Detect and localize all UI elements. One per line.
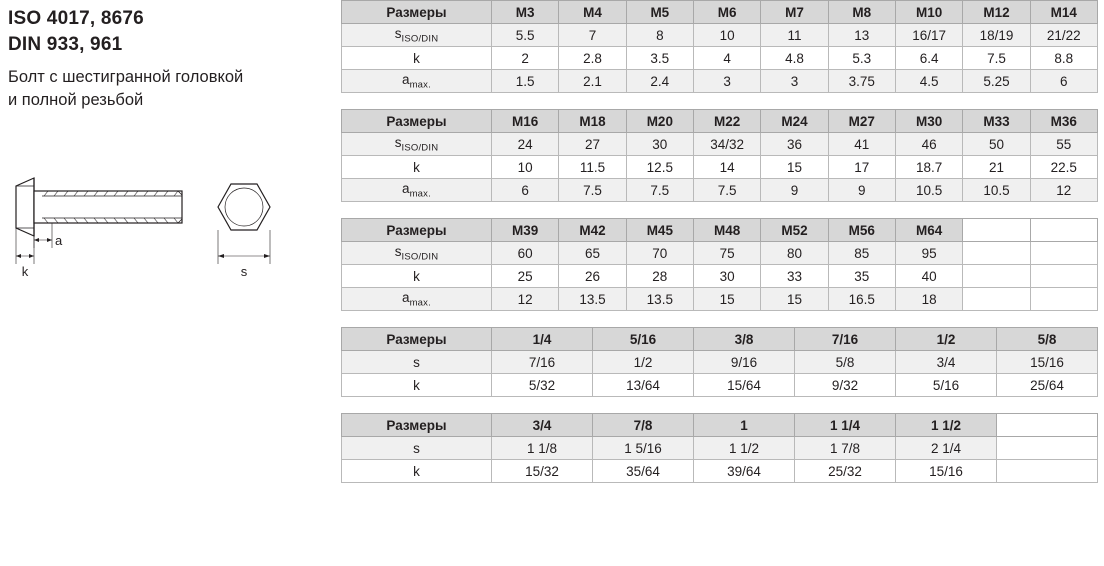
table-cell: 15 [693,288,760,311]
table-header-label: Размеры [342,328,492,351]
dimension-label-s: s [240,264,248,279]
table-header-size: M30 [895,110,962,133]
standard-line-1: ISO 4017, 8676 [8,8,144,29]
table-row [342,374,1098,397]
table-cell: 15 [761,288,828,311]
table-header-size [963,219,1030,242]
table-cell: 18 [895,288,962,311]
table-cell: 39/64 [694,460,795,483]
table-cell: 5/16 [896,374,997,397]
table-cell: 18.7 [895,156,962,179]
table-header-label: Размеры [342,110,492,133]
table-cell: 9 [761,179,828,202]
table-cell: 28 [626,265,693,288]
table-header-row [342,328,1098,351]
table-header-row [342,1,1098,24]
table-header-size: 5/8 [997,328,1098,351]
table-header-row [342,219,1098,242]
table-cell: 1 1/2 [694,437,795,460]
table-header-size: M56 [828,219,895,242]
table-header-size: M39 [492,219,559,242]
table-header-size: M5 [626,1,693,24]
table-cell: 4.8 [761,47,828,70]
table-cell: 95 [895,242,962,265]
table-cell: 15/32 [492,460,593,483]
table-cell: 85 [828,242,895,265]
table-cell [997,460,1098,483]
row-label: s [342,351,492,374]
table-cell: 36 [761,133,828,156]
table-cell: 17 [828,156,895,179]
table-row [342,265,1098,288]
dimension-table [341,109,1098,202]
table-header-size: M12 [963,1,1030,24]
table-cell: 5.3 [828,47,895,70]
table-cell: 3 [761,70,828,93]
table-row [342,24,1098,47]
table-cell: 3.5 [626,47,693,70]
table-cell: 70 [626,242,693,265]
dimension-label-k: k [21,264,29,279]
table-cell: 3.75 [828,70,895,93]
table-header-size: 3/4 [492,414,593,437]
table-cell: 33 [761,265,828,288]
table-header-size: M42 [559,219,626,242]
table-cell: 46 [895,133,962,156]
table-header-size: M10 [895,1,962,24]
table-cell: 27 [559,133,626,156]
table-cell [997,437,1098,460]
table-cell: 21/22 [1030,24,1097,47]
table-header-label: Размеры [342,1,492,24]
table-row [342,242,1098,265]
table-cell: 41 [828,133,895,156]
table-cell: 60 [492,242,559,265]
table-header-size: 1 1/4 [795,414,896,437]
table-cell: 9/32 [795,374,896,397]
dimension-label-a: a [55,233,63,248]
table-header-size: M45 [626,219,693,242]
standard-line-2: DIN 933, 961 [8,34,123,55]
row-label: k [342,265,492,288]
row-label: $a_{max.}$ [342,288,492,311]
table-header-size: M3 [492,1,559,24]
table-row [342,351,1098,374]
table-header-size: M14 [1030,1,1097,24]
table-cell: 35/64 [593,460,694,483]
table-cell: 55 [1030,133,1097,156]
table-cell [1030,265,1097,288]
table-cell: 5.25 [963,70,1030,93]
table-header-size: M27 [828,110,895,133]
table-cell: 3 [693,70,760,93]
table-cell: 50 [963,133,1030,156]
table-header-size: M52 [761,219,828,242]
table-header-row [342,110,1098,133]
table-row [342,460,1098,483]
table-cell: 8 [626,24,693,47]
table-cell: 1/2 [593,351,694,374]
table-cell: 2.8 [559,47,626,70]
dimension-table [341,0,1098,93]
table-header-size [1030,219,1097,242]
row-label: k [342,460,492,483]
bolt-technical-drawing [8,166,338,296]
table-cell: 10 [492,156,559,179]
table-row [342,437,1098,460]
row-label: $a_{max.}$ [342,179,492,202]
table-cell: 16/17 [895,24,962,47]
row-label: k [342,47,492,70]
table-header-size: 5/16 [593,328,694,351]
table-header-size: 7/8 [593,414,694,437]
table-header-size: M8 [828,1,895,24]
table-cell: 15 [761,156,828,179]
table-header-size: M48 [693,219,760,242]
table-cell: 4 [693,47,760,70]
dimension-table [341,218,1098,311]
table-cell [963,265,1030,288]
bolt-drawing-svg [8,166,338,296]
table-cell: 10.5 [963,179,1030,202]
table-header-size: M18 [559,110,626,133]
table-header-size: M33 [963,110,1030,133]
table-cell: 6 [492,179,559,202]
table-cell: 75 [693,242,760,265]
dimension-table [341,413,1098,483]
table-cell: 18/19 [963,24,1030,47]
table-cell: 1 7/8 [795,437,896,460]
table-cell: 12 [492,288,559,311]
table-header-size: 3/8 [694,328,795,351]
table-cell: 34/32 [693,133,760,156]
table-cell: 2.1 [559,70,626,93]
row-label: $a_{max.}$ [342,70,492,93]
table-header-size: M64 [895,219,962,242]
table-header-size: M36 [1030,110,1097,133]
table-header-size: M4 [559,1,626,24]
table-cell: 5/8 [795,351,896,374]
table-cell: 16.5 [828,288,895,311]
table-header-label: Размеры [342,219,492,242]
table-cell: 13/64 [593,374,694,397]
table-cell: 25 [492,265,559,288]
table-cell: 6 [1030,70,1097,93]
table-cell: 30 [626,133,693,156]
table-cell: 9/16 [694,351,795,374]
table-header-size: 7/16 [795,328,896,351]
table-cell: 15/16 [997,351,1098,374]
table-cell: 2 1/4 [896,437,997,460]
dimension-tables [341,0,1101,499]
table-row [342,47,1098,70]
table-cell: 3/4 [896,351,997,374]
table-row [342,288,1098,311]
table-cell: 24 [492,133,559,156]
row-label: k [342,374,492,397]
table-cell: 25/64 [997,374,1098,397]
table-cell: 5.5 [492,24,559,47]
description-line-2: и полной резьбой [8,91,144,109]
table-cell: 13 [828,24,895,47]
table-cell: 12.5 [626,156,693,179]
table-cell: 4.5 [895,70,962,93]
table-cell [963,242,1030,265]
row-label: k [342,156,492,179]
table-cell: 15/64 [694,374,795,397]
dimension-table [341,327,1098,397]
table-header-size: 1 1/2 [896,414,997,437]
table-cell: 1.5 [492,70,559,93]
table-cell: 7 [559,24,626,47]
table-cell: 1 5/16 [593,437,694,460]
table-cell: 2.4 [626,70,693,93]
table-header-size: M16 [492,110,559,133]
table-cell: 9 [828,179,895,202]
table-header-size: M20 [626,110,693,133]
table-cell: 6.4 [895,47,962,70]
table-cell: 13.5 [559,288,626,311]
table-header-size [997,414,1098,437]
table-cell: 14 [693,156,760,179]
description-line-1: Болт с шестигранной головкой [8,68,244,86]
product-description [8,66,338,112]
table-cell [1030,242,1097,265]
table-header-size: 1/2 [896,328,997,351]
table-cell: 11 [761,24,828,47]
table-cell: 7.5 [963,47,1030,70]
table-cell: 15/16 [896,460,997,483]
table-cell: 11.5 [559,156,626,179]
table-header-size: 1 [694,414,795,437]
table-header-row [342,414,1098,437]
table-cell: 25/32 [795,460,896,483]
table-row [342,156,1098,179]
table-cell: 7/16 [492,351,593,374]
table-cell: 65 [559,242,626,265]
row-label: $s_{ISO/DIN}$ [342,133,492,156]
table-header-size: M22 [693,110,760,133]
table-cell: 22.5 [1030,156,1097,179]
table-cell: 35 [828,265,895,288]
table-cell: 12 [1030,179,1097,202]
table-cell: 7.5 [559,179,626,202]
table-header-size: M6 [693,1,760,24]
table-cell: 1 1/8 [492,437,593,460]
table-cell [963,288,1030,311]
table-cell: 80 [761,242,828,265]
table-header-size: M7 [761,1,828,24]
table-cell: 10 [693,24,760,47]
table-cell: 26 [559,265,626,288]
table-cell: 2 [492,47,559,70]
table-cell: 7.5 [626,179,693,202]
row-label: $s_{ISO/DIN}$ [342,242,492,265]
table-header-size: M24 [761,110,828,133]
table-cell: 13.5 [626,288,693,311]
table-row [342,70,1098,93]
table-cell: 40 [895,265,962,288]
row-label: s [342,437,492,460]
table-cell: 8.8 [1030,47,1097,70]
table-cell: 30 [693,265,760,288]
table-row [342,179,1098,202]
row-label: $s_{ISO/DIN}$ [342,24,492,47]
table-cell: 7.5 [693,179,760,202]
table-cell: 21 [963,156,1030,179]
table-cell: 10.5 [895,179,962,202]
table-row [342,133,1098,156]
table-header-label: Размеры [342,414,492,437]
table-cell: 5/32 [492,374,593,397]
product-info-panel [8,6,338,306]
table-header-size: 1/4 [492,328,593,351]
table-cell [1030,288,1097,311]
